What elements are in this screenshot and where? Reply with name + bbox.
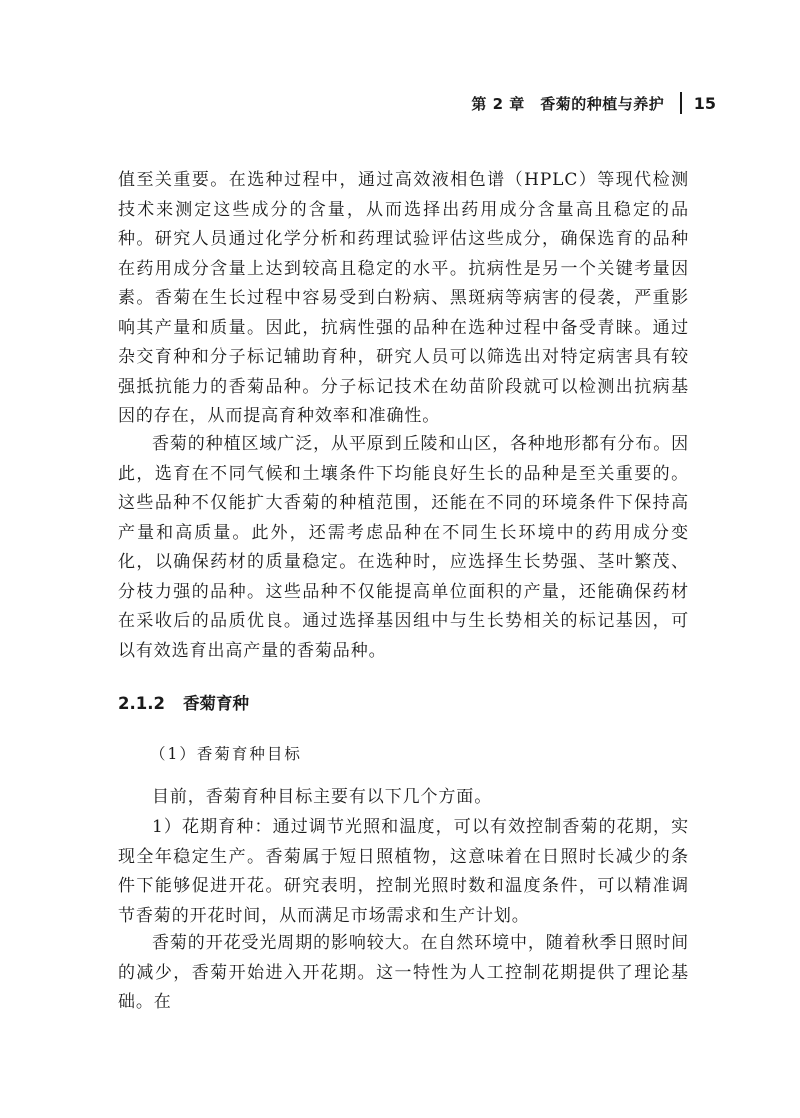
paragraph-breeding-criteria: 值至关重要。在选种过程中，通过高效液相色谱（HPLC）等现代检测技术来测定这些成分的含量，从而选择出药用成分含量高且稳定的品种。研究人员通过化学分析和药理试验评估这些成分，确保选育的品种在药用成分含量上达到较高且稳定的水平。抗病性是另一个关键考量因素。香菊在生长过程中容易受到白粉病、黑斑病等病害的侵袭，严重影响其产量和质量。因此，抗病性强的品种在选种过程中备受青睐。通过杂交育种和分子标记辅助育种，研究人员可以筛选出对特定病害具有较强抵抗能力的香菊品种。分子标记技术在幼苗阶段就可以检测出抗病基因的存在，从而提高育种效率和准确性。 [118, 170, 689, 426]
section-title: 香菊育种 [182, 694, 249, 713]
paragraph-photoperiod: 香菊的开花受光周期的影响较大。在自然环境中，随着秋季日照时间的减少，香菊开始进入开花期。这一特性为人工控制花期提供了理论基础。在 [118, 933, 689, 1012]
section-number: 2.1.2 [118, 694, 165, 713]
paragraph-planting-region: 香菊的种植区域广泛，从平原到丘陵和山区，各种地形都有分布。因此，选育在不同气候和土壤条件下均能良好生长的品种是至关重要的。这些品种不仅能扩大香菊的种植范围，还能在不同的环境条件下保持高产量和高质量。此外，还需考虑品种在不同生长环境中的药用成分变化，以确保药材的质量稳定。在选种时，应选择生长势强、茎叶繁茂、分枝力强的品种。这些品种不仅能提高单位面积的产量，还能确保药材在采收后的品质优良。通过选择基因组中与生长势相关的标记基因，可以有效选育出高产量的香菊品种。 [118, 434, 689, 661]
paragraph-flowering-breeding: 1）花期育种：通过调节光照和温度，可以有效控制香菊的花期，实现全年稳定生产。香菊属于短日照植物，这意味着在日照时长减少的条件下能够促进开花。研究表明，控制光照时数和温度条件，可以精准调节香菊的开花时间，从而满足市场需求和生产计划。 [118, 817, 689, 926]
running-header [471, 92, 716, 114]
header-divider [680, 92, 682, 114]
subsection-heading: （1）香菊育种目标 [150, 745, 302, 763]
page-number: 15 [693, 93, 716, 113]
section-heading [118, 690, 249, 714]
paragraph-breeding-goals-intro: 目前，香菊育种目标主要有以下几个方面。 [152, 787, 493, 807]
chapter-title: 第 2 章 香菊的种植与养护 [471, 94, 665, 113]
